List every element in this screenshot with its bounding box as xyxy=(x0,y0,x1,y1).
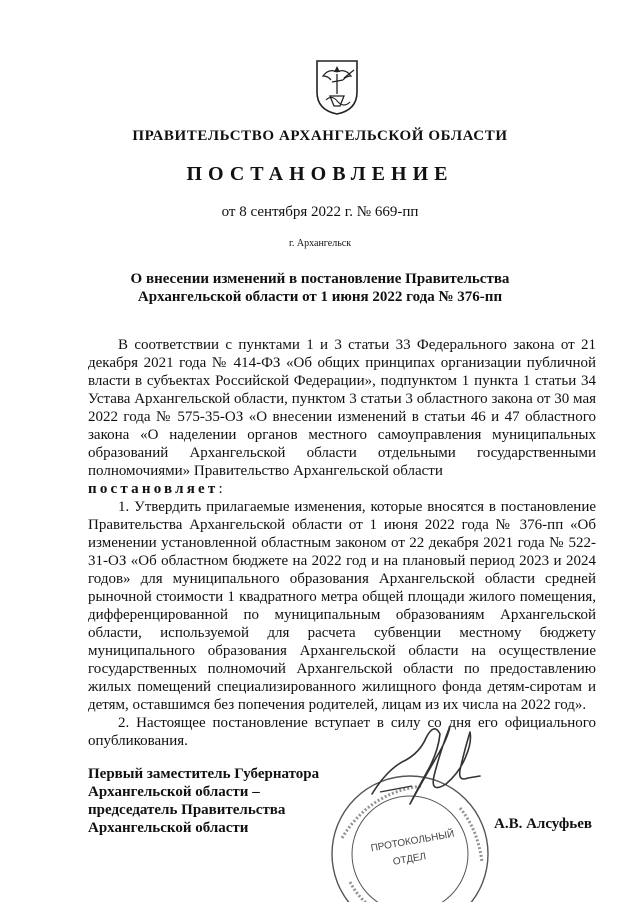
document-type: ПОСТАНОВЛЕНИЕ xyxy=(186,163,454,185)
document-date-number: от 8 сентября 2022 г. № 669-пп xyxy=(221,204,419,220)
subject-line-2: Архангельской области от 1 июня 2022 года № 376-пп xyxy=(137,289,503,305)
signatory-title-line: Первый заместитель Губернатора xyxy=(88,766,320,782)
clause-1: 1. Утвердить прилагаемые изменения, которые вносятся в постановление Правительства Архангельской области от 1 июня 2022 года № 376-пп «Об изменении установленной областным законом от 22 декабря 2021 года № 522-31-ОЗ «Об областном бюджете на 2022 год и на плановый период 2023 и 2024 годов» для муниципального образования Архангельской области средней рыночной стоимости 1 квадратного метра общей площади жилого помещения, дифференцированной по муниципальным образованиям Архангельской области, используемой для расчета субвенции местному бюджету муниципального образования Архангельской области на осуществление государственных полномочий Архангельской области по предоставлению жилых помещений специализированного жилищного фонда детям-сиротам и детям, оставшимся без попечения родителей, лицам из их числа на 2022 год». xyxy=(88,499,596,713)
document-subject xyxy=(0,270,640,306)
signatory-name: А.В. Алсуфьев xyxy=(494,816,592,832)
clause-2: 2. Настоящее постановление вступает в силу со дня его официального опубликования. xyxy=(88,715,596,749)
document-body xyxy=(88,336,596,750)
signatory-title-line: Архангельской области – xyxy=(88,784,260,800)
signatory-title xyxy=(88,765,319,837)
subject-line-1: О внесении изменений в постановление Правительства xyxy=(130,271,510,287)
archangel-coat-of-arms-icon xyxy=(314,58,360,116)
stamp-center-line-1: ПРОТОКОЛЬНЫЙ xyxy=(369,828,456,855)
stamp-center-line-2: ОТДЕЛ xyxy=(392,851,428,868)
document-place: г. Архангельск xyxy=(288,238,352,249)
preamble-text: В соответствии с пунктами 1 и 3 статьи 33 Федерального закона от 21 декабря 2021 года № 414-ФЗ «Об общих принципах организации публичной власти в субъектах Российской Федерации», подпунктом 1 пункта 1 статьи 34 Устава Архангельской области, пунктом 3 статьи 3 областного закона от 30 мая 2022 года № 575-35-ОЗ «О внесении изменений в статьи 46 и 47 областного закона «О наделении органов местного самоуправления муниципальных образований Архангельской области отдельными государственными полномочиями» Правительство Архангельской области xyxy=(88,337,596,479)
resolves-word: постановляет xyxy=(88,481,219,497)
resolves-suffix: : xyxy=(218,481,223,497)
official-stamp xyxy=(332,776,488,902)
preamble-paragraph xyxy=(88,336,596,498)
signatory-title-line: Архангельской области xyxy=(88,820,249,836)
government-name: ПРАВИТЕЛЬСТВО АРХАНГЕЛЬСКОЙ ОБЛАСТИ xyxy=(132,128,508,144)
signatory-title-line: председатель Правительства xyxy=(88,802,286,818)
